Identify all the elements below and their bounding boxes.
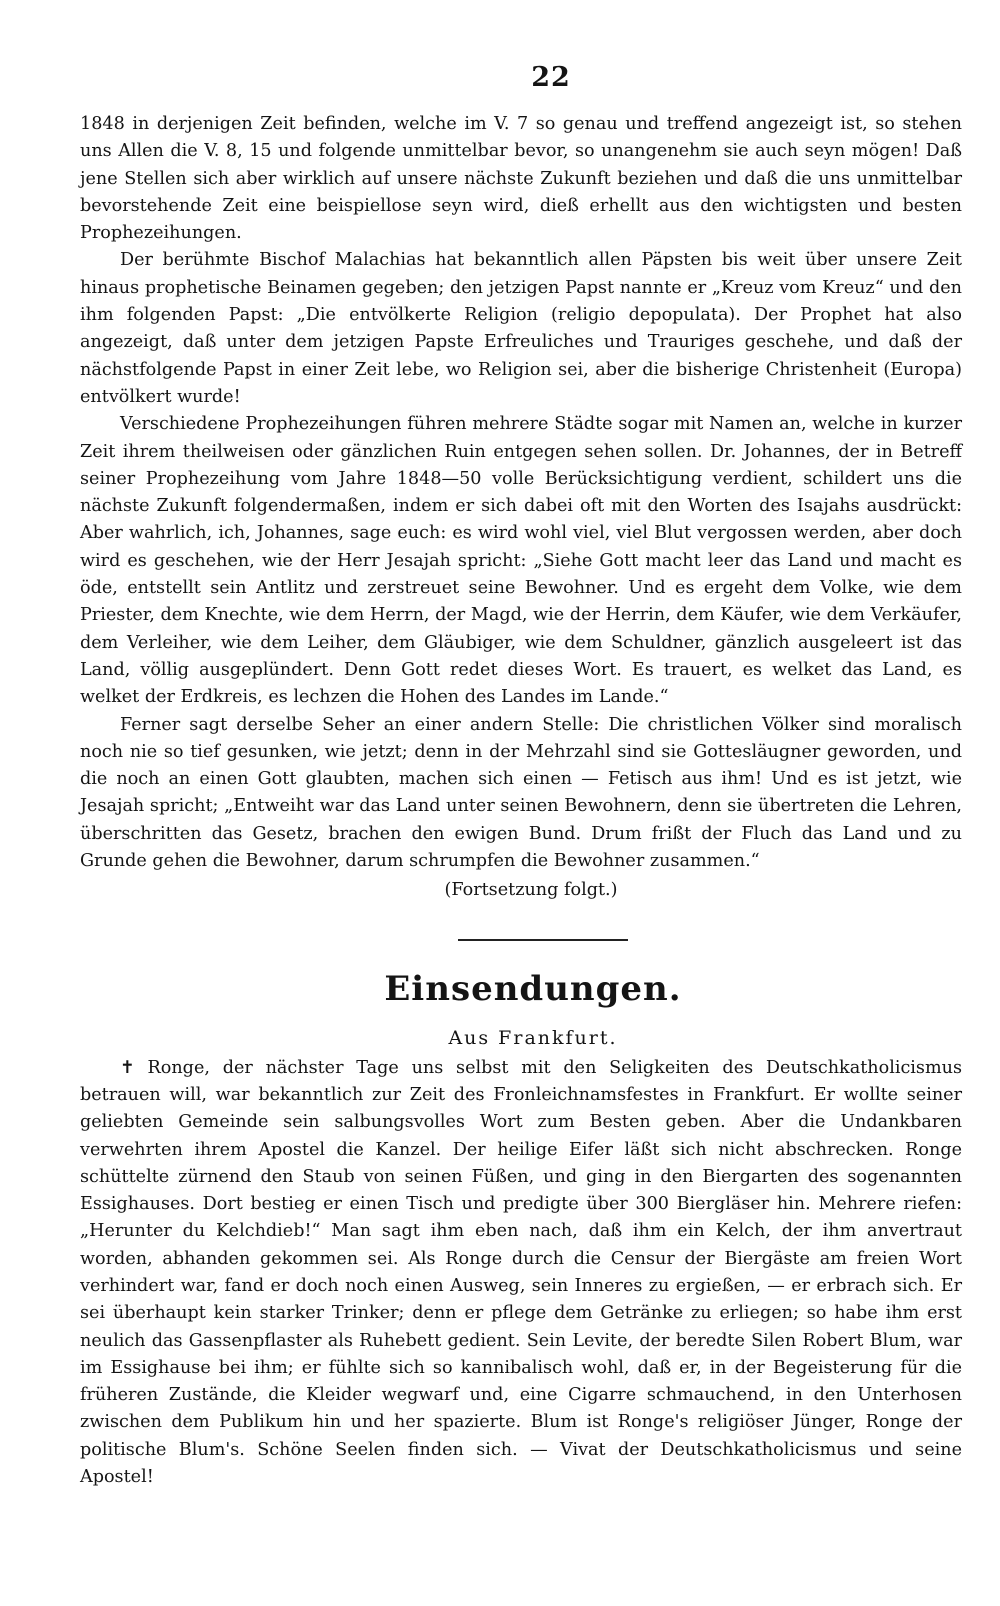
paragraph-3: Verschiedene Prophezeihungen führen mehrere Städte sogar mit Namen an, welche in kurzer Zeit ihrem theilweisen oder gänzlichen Ruin entgegen sehen sollen. Dr. Johannes, der in Betreff seiner Prophezeihung vom Jahre 1848—50 volle Berücksichtigung verdient, schildert uns die nächste Zukunft folgendermaßen, indem er sich dabei oft mit den Worten des Isajahs ausdrückt: Aber wahrlich, ich, Johannes, sage euch: es wird wohl viel, viel Blut vergossen werden, aber doch wird es geschehen, wie der Herr Jesajah spricht: „Siehe Gott macht leer das Land und macht es öde, entstellt sein Antlitz und zerstreuet seine Bewohner. Und es ergeht dem Volke, wie dem Priester, dem Knechte, wie dem Herrn, der Magd, wie der Herrin, dem Käufer, wie dem Verkäufer, dem Verleiher, wie dem Leiher, dem Gläubiger, wie dem Schuldner, gänzlich ausgeleert ist das Land, völlig ausgeplündert. Denn Gott redet dieses Wort. Es trauert, es welket das Land, es welket der Erdkreis, es lechzen die Hohen des Landes im Lande.“ bbox=[80, 414, 962, 708]
section-divider bbox=[458, 939, 628, 941]
main-text bbox=[80, 111, 962, 875]
article-text bbox=[80, 1055, 962, 1492]
article-dateline: Aus Frankfurt. bbox=[448, 1026, 618, 1049]
page-number: 22 bbox=[531, 62, 571, 93]
paragraph-1: 1848 in derjenigen Zeit befinden, welche im V. 7 so genau und treffend angezeigt ist, so stehen uns Allen die V. 8, 15 und folgende unmittelbar bevor, so unangenehm sie auch seyn mögen! Daß jene Stellen sich aber wirklich auf unsere nächste Zukunft beziehen und daß die uns unmittelbar bevorstehende Zeit eine beispiellose seyn wird, dieß erhellt aus den wichtigsten und besten Prophezeihungen. bbox=[80, 114, 962, 244]
continuation-note: (Fortsetzung folgt.) bbox=[444, 880, 618, 901]
section-title: Einsendungen. bbox=[384, 968, 682, 1009]
article-paragraph: ✝ Ronge, der nächster Tage uns selbst mit den Seligkeiten des Deutschkatholicismus betrauen will, war bekanntlich zur Zeit des Fronleichnamsfestes in Frankfurt. Er wollte seiner geliebten Gemeinde sein salbungsvolles Wort zum Besten geben. Aber die Undankbaren verwehrten ihrem Apostel die Kanzel. Der heilige Eifer läßt sich nicht abschrecken. Ronge schüttelte zürnend den Staub von seinen Füßen, und ging in den Biergarten des sogenannten Essighauses. Dort bestieg er einen Tisch und predigte über 300 Biergläser hin. Mehrere riefen: „Herunter du Kelchdieb!“ Man sagt ihm eben nach, daß ihm ein Kelch, der ihm anvertraut worden, abhanden gekommen sei. Als Ronge durch die Censur der Biergäste am freien Wort verhindert war, fand er doch noch einen Ausweg, sein Inneres zu ergießen, — er erbrach sich. Er sei überhaupt kein starker Trinker; denn er pflege dem Getränke zu erliegen; so habe ihm erst neulich das Gassenpflaster als Ruhebett gedient. Sein Levite, der beredte Silen Robert Blum, war im Essighause bei ihm; er fühlte sich so kannibalisch wohl, daß er, in der Begeisterung für die früheren Zustände, die Kleider wegwarf und, eine Cigarre schmauchend, in den Unterhosen zwischen dem Publikum hin und her spazierte. Blum ist Ronge's religiöser Jünger, Ronge der politische Blum's. Schöne Seelen finden sich. — Vivat der Deutschkatholicismus und seine Apostel! bbox=[80, 1057, 962, 1488]
paragraph-2: Der berühmte Bischof Malachias hat bekanntlich allen Päpsten bis weit über unsere Zeit hinaus prophetische Beinamen gegeben; den jetzigen Papst nannte er „Kreuz vom Kreuz“ und den ihm folgenden Papst: „Die entvölkerte Religion (religio depopulata). Der Prophet hat also angezeigt, daß unter dem jetzigen Papste Erfreuliches und Trauriges geschehe, und daß der nächstfolgende Papst in einer Zeit lebe, wo Religion sei, aber die bisherige Christenheit (Europa) entvölkert wurde! bbox=[80, 250, 962, 407]
paragraph-4: Ferner sagt derselbe Seher an einer andern Stelle: Die christlichen Völker sind moralisch noch nie so tief gesunken, wie jetzt; denn in der Mehrzahl sind sie Gottesläugner geworden, und die noch an einen Gott glaubten, machen sich einen — Fetisch aus ihm! Und es ist jetzt, wie Jesajah spricht; „Entweiht war das Land unter seinen Bewohnern, denn sie übertreten die Lehren, überschritten das Gesetz, brachen den ewigen Bund. Drum frißt der Fluch das Land und zu Grunde gehen die Bewohner, darum schrumpfen die Bewohner zusammen.“ bbox=[80, 714, 962, 872]
